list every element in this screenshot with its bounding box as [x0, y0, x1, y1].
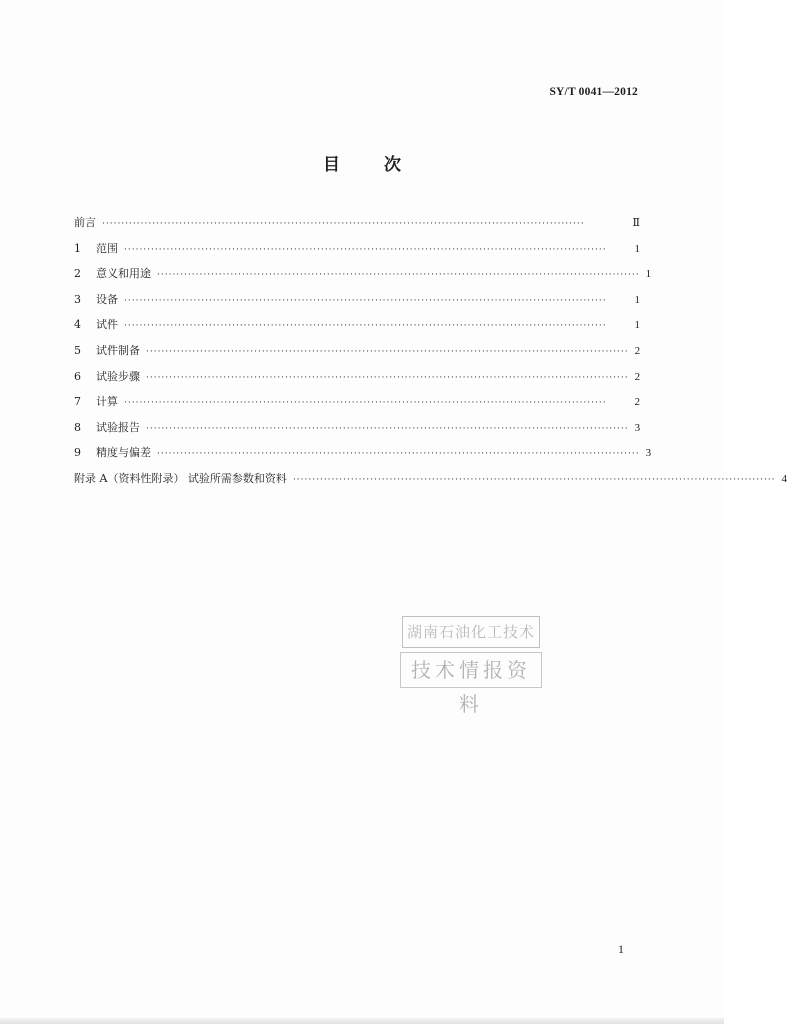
toc-entry-number: 4: [74, 318, 81, 332]
toc-leader-dots: ·····························································································································: [146, 346, 629, 357]
toc-entry-label: 试件: [96, 318, 118, 332]
toc-entry-3[interactable]: [74, 291, 640, 317]
toc-entry-page: Ⅱ: [632, 217, 640, 229]
toc-entry-number: 2: [74, 267, 81, 281]
toc-entry-6[interactable]: [74, 368, 640, 394]
toc-entry-label: 附录 A（资料性附录） 试验所需参数和资料: [74, 471, 287, 485]
toc-entry-label: 意义和用途: [96, 267, 151, 281]
toc-entry-page: 1: [634, 293, 640, 306]
toc-entry-page: 3: [645, 447, 652, 460]
toc-entry-number: 5: [74, 343, 81, 357]
toc-entry-number: 1: [74, 241, 81, 255]
table-of-contents: [74, 214, 787, 496]
toc-entry-label: 前言: [74, 216, 96, 229]
toc-entry-label: 计算: [96, 395, 118, 409]
toc-entry-label: 试件制备: [96, 343, 140, 357]
toc-leader-dots: ·····························································································································: [124, 244, 607, 255]
toc-entry-page: 2: [634, 344, 641, 357]
toc-entry-label: 设备: [96, 292, 118, 306]
toc-entry-number: 8: [74, 420, 81, 434]
toc-entry-page: 1: [634, 319, 640, 332]
stamp-line-2: 技术情报资料: [400, 652, 542, 688]
toc-entry-4[interactable]: [74, 316, 640, 342]
toc-entry-2[interactable]: [74, 265, 652, 291]
toc-entry-page: 2: [634, 396, 640, 409]
scan-bottom-edge: [0, 1018, 724, 1024]
toc-entry-number: 7: [74, 395, 81, 409]
toc-entry-1[interactable]: [74, 240, 640, 266]
toc-leader-dots: ·····························································································································: [124, 398, 607, 409]
toc-leader-dots: ·····························································································································: [102, 219, 585, 229]
stamp-line-1: 湖南石油化工技术: [402, 616, 540, 648]
toc-title-char-1: 目: [323, 155, 340, 175]
library-stamp: [400, 616, 542, 716]
toc-entry-page: 3: [634, 421, 641, 434]
toc-entry-number: 6: [74, 369, 81, 383]
toc-entry-9[interactable]: [74, 444, 652, 470]
toc-leader-dots: ·····························································································································: [146, 423, 629, 434]
toc-title: [0, 150, 724, 175]
toc-leader-dots: ·····························································································································: [124, 295, 607, 306]
toc-entry-page: 1: [634, 242, 640, 255]
toc-entry-7[interactable]: [74, 393, 640, 419]
toc-entry-page: 1: [645, 268, 652, 281]
toc-entry-label: 试验报告: [96, 420, 140, 434]
toc-leader-dots: ·····························································································································: [146, 372, 629, 383]
toc-entry-annex-a[interactable]: [74, 470, 787, 496]
toc-entry-foreword[interactable]: [74, 214, 640, 240]
toc-entry-label: 试验步骤: [96, 369, 140, 383]
toc-entry-label: 精度与偏差: [96, 446, 151, 460]
toc-entry-number: 9: [74, 446, 81, 460]
toc-entry-5[interactable]: [74, 342, 640, 368]
page-number: 1: [618, 942, 624, 956]
toc-leader-dots: ·····························································································································: [157, 270, 640, 281]
toc-entry-page: 2: [634, 370, 641, 383]
toc-entry-number: 3: [74, 292, 81, 306]
toc-entry-page: 4: [781, 472, 787, 485]
toc-leader-dots: ·····························································································································: [124, 321, 607, 332]
toc-leader-dots: ·····························································································································: [292, 474, 776, 485]
toc-entry-8[interactable]: [74, 419, 640, 445]
document-code: SY/T 0041—2012: [549, 86, 638, 98]
toc-leader-dots: ·····························································································································: [157, 449, 640, 460]
toc-entry-label: 范围: [96, 241, 118, 255]
toc-title-char-2: 次: [384, 155, 401, 175]
